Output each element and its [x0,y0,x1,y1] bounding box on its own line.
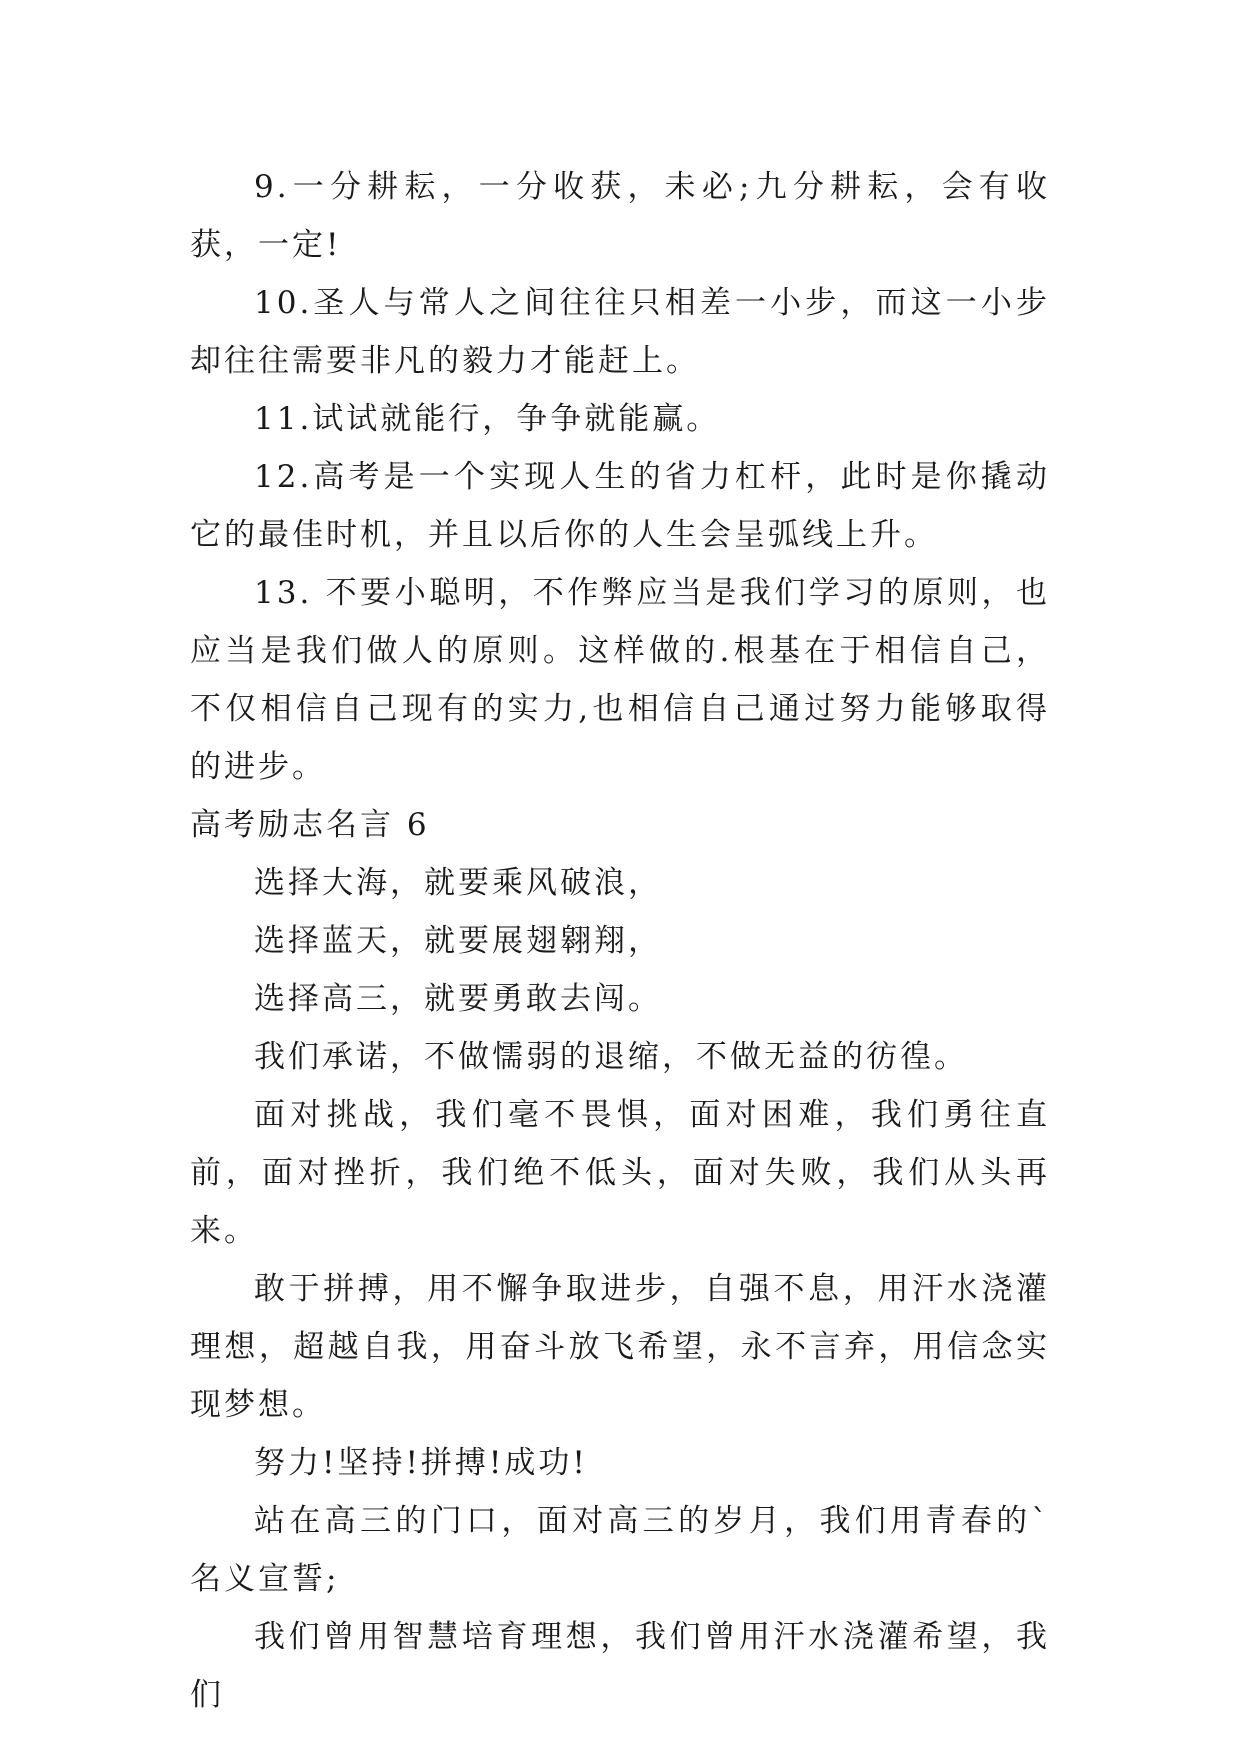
paragraph-10: 10.圣人与常人之间往往只相差一小步，而这一小步却往往需要非凡的毅力才能赶上。 [190,285,1050,379]
section-paragraph: 选择蓝天，就要展翅翱翔， [254,923,662,959]
section-paragraph: 选择高三，就要勇敢去闯。 [254,981,662,1017]
paragraph-9: 9.一分耕耘，一分收获，未必;九分耕耘，会有收获，一定! [190,169,1050,263]
section-heading: 高考励志名言 6 [190,807,430,843]
section-paragraph: 面对挑战，我们毫不畏惧，面对困难，我们勇往直前，面对挫折，我们绝不低头，面对失败，我们从头再来。 [190,1097,1050,1249]
section-paragraph: 站在高三的门口，面对高三的岁月，我们用青春的`名义宣誓; [190,1503,1050,1597]
document-body [190,158,1050,1724]
paragraph-11: 11.试试就能行，争争就能赢。 [254,401,721,437]
section-paragraph: 努力!坚持!拼搏!成功! [254,1445,588,1481]
section-paragraph: 我们承诺，不做懦弱的退缩，不做无益的彷徨。 [254,1039,968,1075]
paragraph-13: 13. 不要小聪明，不作弊应当是我们学习的原则，也应当是我们做人的原则。这样做的.根基在于相信自己，不仅相信自己现有的实力,也相信自己通过努力能够取得的进步。 [190,575,1050,785]
section-paragraph: 选择大海，就要乘风破浪， [254,865,662,901]
paragraph-12: 12.高考是一个实现人生的省力杠杆，此时是你撬动它的最佳时机，并且以后你的人生会呈弧线上升。 [190,459,1050,553]
section-paragraph: 敢于拼搏，用不懈争取进步，自强不息，用汗水浇灌理想，超越自我，用奋斗放飞希望，永不言弃，用信念实现梦想。 [190,1271,1050,1423]
section-paragraph: 我们曾用智慧培育理想，我们曾用汗水浇灌希望，我们 [190,1619,1050,1713]
